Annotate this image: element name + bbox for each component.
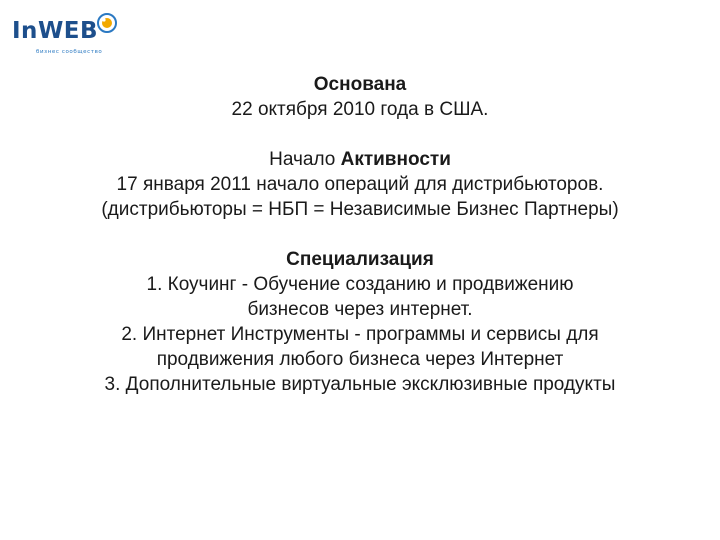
specialization-line: бизнесов через интернет.	[247, 299, 473, 320]
activity-line-2: (дистрибьюторы = НБП = Независимые Бизнес Партнеры)	[101, 199, 619, 220]
founded-text: 22 октября 2010 года в США.	[231, 99, 489, 120]
activity-heading-prefix: Начало	[269, 149, 341, 170]
logo-subtitle: бизнес сообщество	[36, 49, 103, 55]
logo-badge-icon	[96, 12, 118, 34]
specialization-line: 3. Дополнительные виртуальные эксклюзивные продукты	[104, 374, 616, 395]
inweb-logo	[10, 8, 120, 56]
founded-heading: Основана	[313, 74, 407, 95]
activity-heading-bold: Активности	[340, 149, 451, 170]
logo-text-web: WEB	[37, 18, 99, 44]
slide-content	[20, 72, 700, 397]
logo-wordmark	[12, 20, 98, 43]
activity-line-1: 17 января 2011 начало операций для дистрибьюторов.	[116, 174, 604, 195]
activity-heading	[20, 147, 700, 172]
specialization-line: 1. Коучинг - Обучение созданию и продвижению	[146, 274, 574, 295]
logo-text-in: In	[12, 18, 38, 44]
specialization-line: продвижения любого бизнеса через Интернет	[156, 349, 564, 370]
specialization-line: 2. Интернет Инструменты - программы и сервисы для	[121, 324, 599, 345]
specialization-heading: Специализация	[286, 249, 434, 270]
